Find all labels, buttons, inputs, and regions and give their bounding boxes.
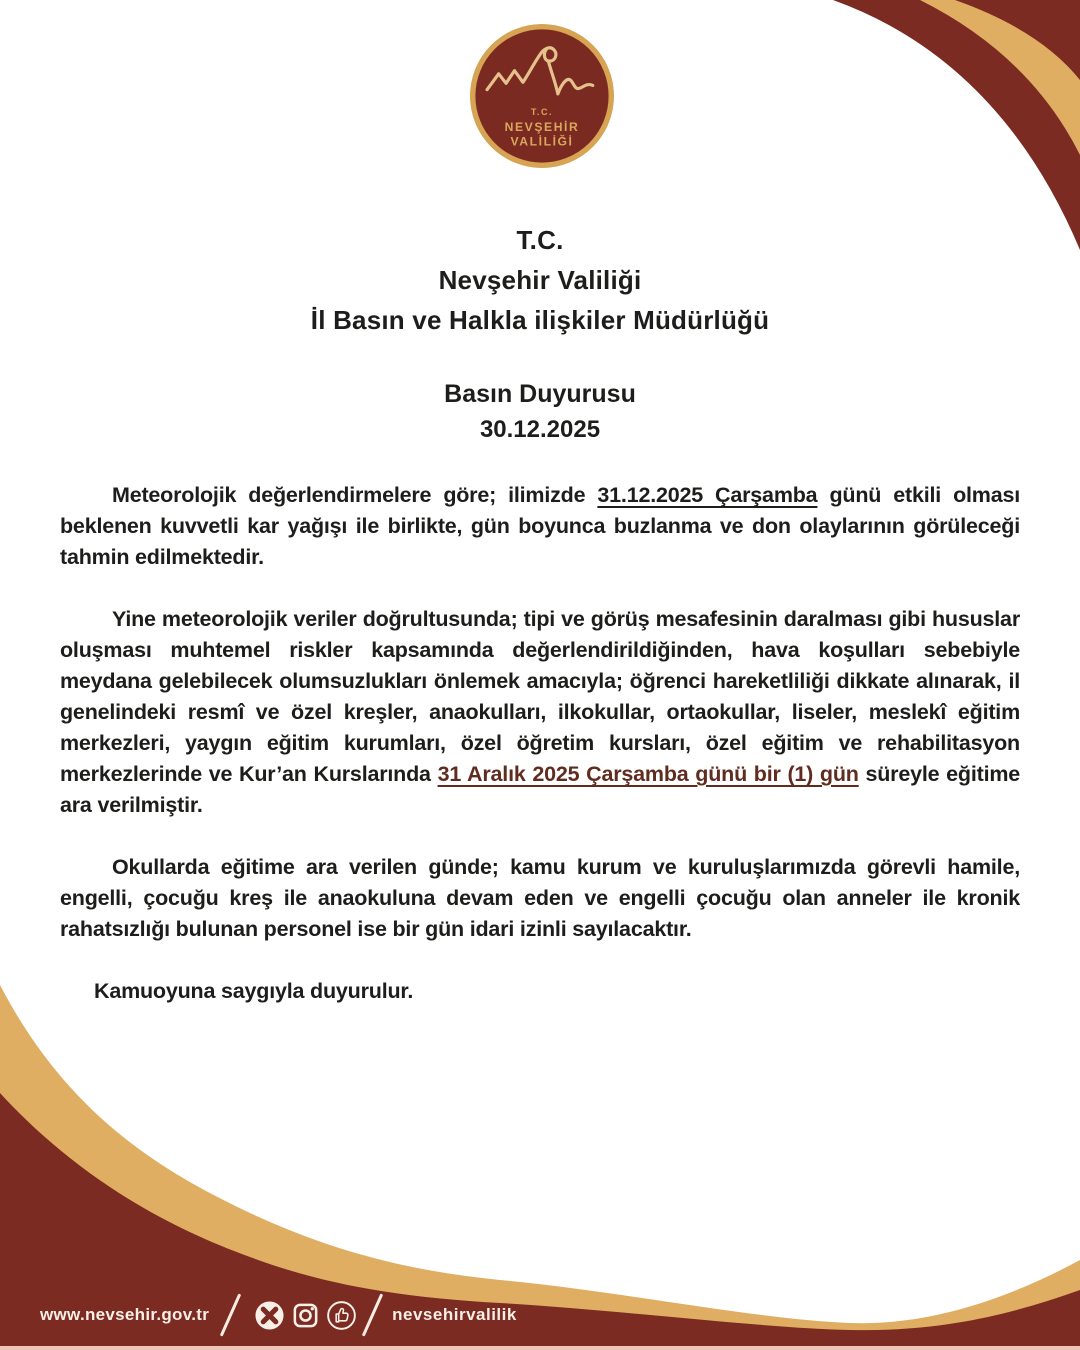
- social-handle: nevsehirvalilik: [392, 1305, 517, 1324]
- text-run: Meteorolojik değerlendirmelere göre; ilimizde: [112, 483, 598, 507]
- governorship-logo: [468, 22, 616, 170]
- footer-bar: [0, 1286, 1080, 1344]
- highlighted-text-run: 31.12.2025 Çarşamba: [597, 483, 818, 507]
- logo-text-valiligi: VALİLİĞİ: [510, 134, 574, 149]
- text-run: Okullarda eğitime ara verilen günde; kamu kurum ve kuruluşlarımızda görevli hamile, engelli, çocuğu kreş ile anaokuluna devam eden ve engelli çocuğu olan anneler ile kronik rahatsızlığı bulunan personel ise bir gün idari izinli sayılacaktır.: [60, 855, 1020, 941]
- letterhead: [0, 220, 1080, 448]
- x-twitter-icon: [254, 1300, 285, 1331]
- social-icons: [254, 1300, 357, 1331]
- paragraph: [60, 852, 1020, 945]
- maroon-swoosh-top-right: [833, 0, 1080, 250]
- org-line-directorate: İl Basın ve Halkla ilişkiler Müdürlüğü: [310, 305, 770, 335]
- doc-type-title: Basın Duyurusu: [444, 380, 636, 408]
- paragraph: [60, 480, 1020, 573]
- paragraph: [60, 604, 1020, 821]
- divider-slash: [220, 1293, 241, 1336]
- instagram-icon: [290, 1300, 321, 1331]
- doc-date: 30.12.2025: [479, 416, 601, 443]
- text-run: Kamuoyuna saygıyla duyurulur.: [94, 979, 414, 1003]
- text-run: Yine meteorolojik veriler doğrultusunda; tipi ve görüş mesafesinin daralması gibi hususlar oluşması muhtemel riskler kapsamında değerlendirildiğinden, hava koşulları sebebiyle meydana gelebilecek olumsuzlukları önlemek amacıyla; öğrenci hareketliliği dikkate alınarak, il genelindeki resmî ve özel kreşler, anaokulları, ilkokullar, ortaokullar, liseler, meslekî eğitim merkezleri, yaygın eğitim kurumları, özel öğretim kursları, özel eğitim ve rehabilitasyon merkezlerinde ve Kur’an Kurslarında: [60, 607, 1020, 786]
- org-line-tc: T.C.: [516, 225, 564, 255]
- text-run: süreyle eğitime ara verilmiştir.: [60, 762, 1021, 817]
- text-run: günü etkili olması beklenen kuvvetli kar yağışı ile birlikte, gün boyunca buzlanma ve don olaylarının görüleceği tahmin edilmektedir.: [60, 483, 1020, 569]
- logo-text-tc: T.C.: [530, 107, 554, 118]
- website-url: www.nevsehir.gov.tr: [40, 1305, 210, 1324]
- org-line-governorship: Nevşehir Valiliği: [438, 265, 642, 295]
- logo-text-nevsehir: NEVŞEHİR: [504, 119, 580, 134]
- divider-slash: [362, 1293, 383, 1336]
- facebook-like-icon: [326, 1300, 357, 1331]
- highlighted-text-run: 31 Aralık 2025 Çarşamba günü bir (1) gün: [437, 762, 859, 786]
- bottom-strip: [0, 1346, 1080, 1350]
